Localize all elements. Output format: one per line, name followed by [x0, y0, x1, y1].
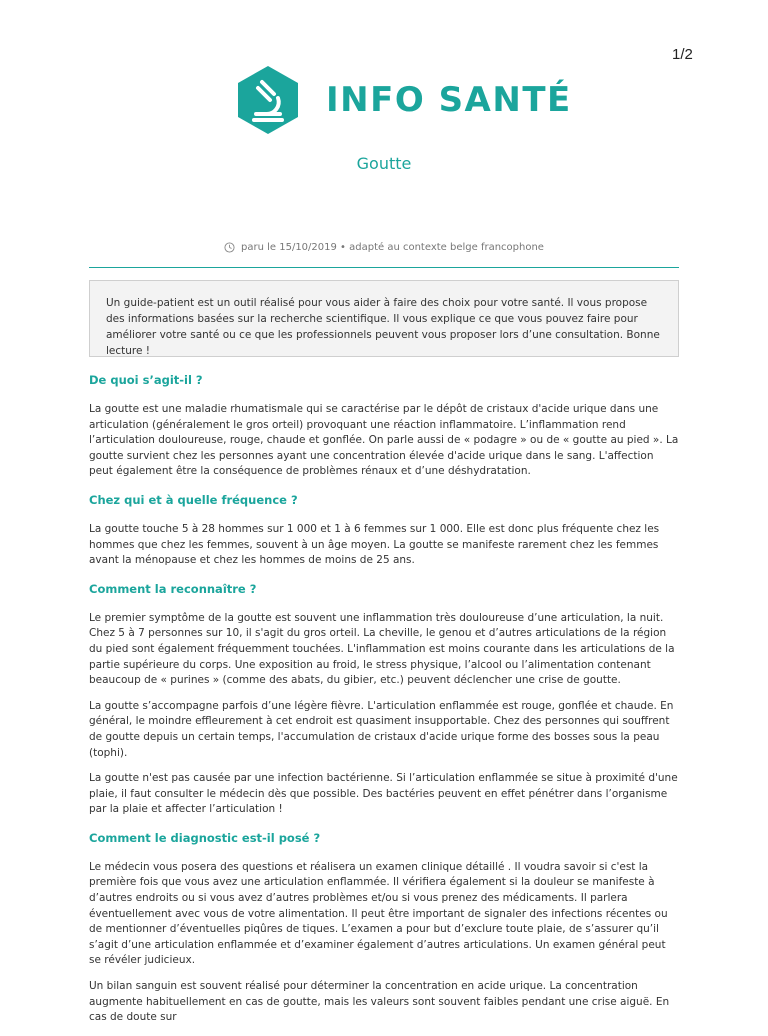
section-title: De quoi s’agit-il ?: [89, 373, 203, 387]
article-content: [89, 372, 679, 1036]
paragraph: La goutte n'est pas causée par une infection bactérienne. Si l’articulation enflammée se situe à proximité d'une plaie, il faut consulter le médecin dès que possible. Des bactéries peuvent en effet pénétrer dans l’organisme par la plaie et affecter l’articulation !: [89, 772, 678, 816]
paragraph: La goutte touche 5 à 28 hommes sur 1 000 et 1 à 6 femmes sur 1 000. Elle est donc plus fréquente chez les hommes que chez les femmes, souvent à un âge moyen. La goutte se manifeste rarement chez les femmes avant la ménopause et chez les hommes de moins de 25 ans.: [89, 522, 660, 567]
intro-box: Un guide-patient est un outil réalisé pour vous aider à faire des choix pour votre santé. Il vous propose des informations basées sur la recherche scientifique. Il vous explique ce que vous pouvez faire pour améliorer votre santé ou ce que les professionnels peuvent vous proposer lors d’une consultation. Bonne lecture !: [89, 280, 679, 357]
page-number: 1/2: [672, 46, 693, 63]
paragraph: Le médecin vous posera des questions et réalisera un examen clinique détaillé . Il voudra savoir si c'est la première fois que vous avez une articulation enflammée. Il vérifiera également si la douleur se manifeste à d’autres endroits ou si vous avez d’autres problèmes et/ou si vous prenez des médicaments. Il parlera éventuellement avec vous de votre alimentation. Il peut être important de signaler des infections récentes ou de mentionner d’éventuelles piqûres de tiques. L’examen a pour but d’exclure toute plaie, de s’assurer qu’il s’agit d’une articulation enflammée et d’examiner également d’autres articulations. Un examen général peut se révéler judicieux.: [89, 860, 668, 967]
paragraph: Le premier symptôme de la goutte est souvent une inflammation très douloureuse d’une articulation, la nuit. Chez 5 à 7 personnes sur 10, il s'agit du gros orteil. La cheville, le genou et d’autres articulations de la région du pied sont également fréquemment touchées. L'inflammation est moins courante dans les articulations de la partie supérieure du corps. Une exposition au froid, le stress physique, l’alcool ou l’alimentation contenant beaucoup de « purines » (comme des abats, du gibier, etc.) peuvent déclencher une crise de goutte.: [89, 611, 675, 687]
clock-icon: [224, 242, 235, 253]
header-divider: [89, 267, 679, 268]
paragraph: Un bilan sanguin est souvent réalisé pour déterminer la concentration en acide urique. La concentration augmente habituellement en cas de goutte, mais les valeurs sont souvent faibles pendant une crise aiguë. En cas de doute sur: [89, 980, 670, 1024]
publication-meta: [0, 242, 768, 253]
meta-text: paru le 15/10/2019 • adapté au contexte belge francophone: [241, 242, 544, 253]
page-title: Goutte: [356, 154, 412, 173]
section-title: Comment la reconnaître ?: [89, 581, 257, 596]
section-title: Comment le diagnostic est-il posé ?: [89, 830, 321, 845]
brand-logo: [232, 64, 572, 136]
microscope-logo-icon: [232, 64, 304, 136]
brand-name: INFO SANTÉ: [326, 80, 572, 120]
paragraph: La goutte s’accompagne parfois d’une légère fièvre. L'articulation enflammée est rouge, gonflée et chaude. En général, le moindre effleurement à cet endroit est quasiment insupportable. Chez des personnes qui souffrent de goutte depuis un certain temps, l'accumulation de cristaux d'acide urique forme des bosses sous la peau (tophi).: [89, 699, 674, 759]
paragraph: La goutte est une maladie rhumatismale qui se caractérise par le dépôt de cristaux d'acide urique dans une articulation (généralement le gros orteil) provoquant une réaction inflammatoire. L’inflammation rend l’articulation douloureuse, rouge, chaude et gonflée. On parle aussi de « podagre » ou de « goutte au pied ». La goutte survient chez les personnes ayant une concentration élevée d'acide urique dans le sang. L'affection peut également être la conséquence de problèmes rénaux et d’une déshydratation.: [89, 403, 679, 478]
section-title: Chez qui et à quelle fréquence ?: [89, 492, 298, 507]
